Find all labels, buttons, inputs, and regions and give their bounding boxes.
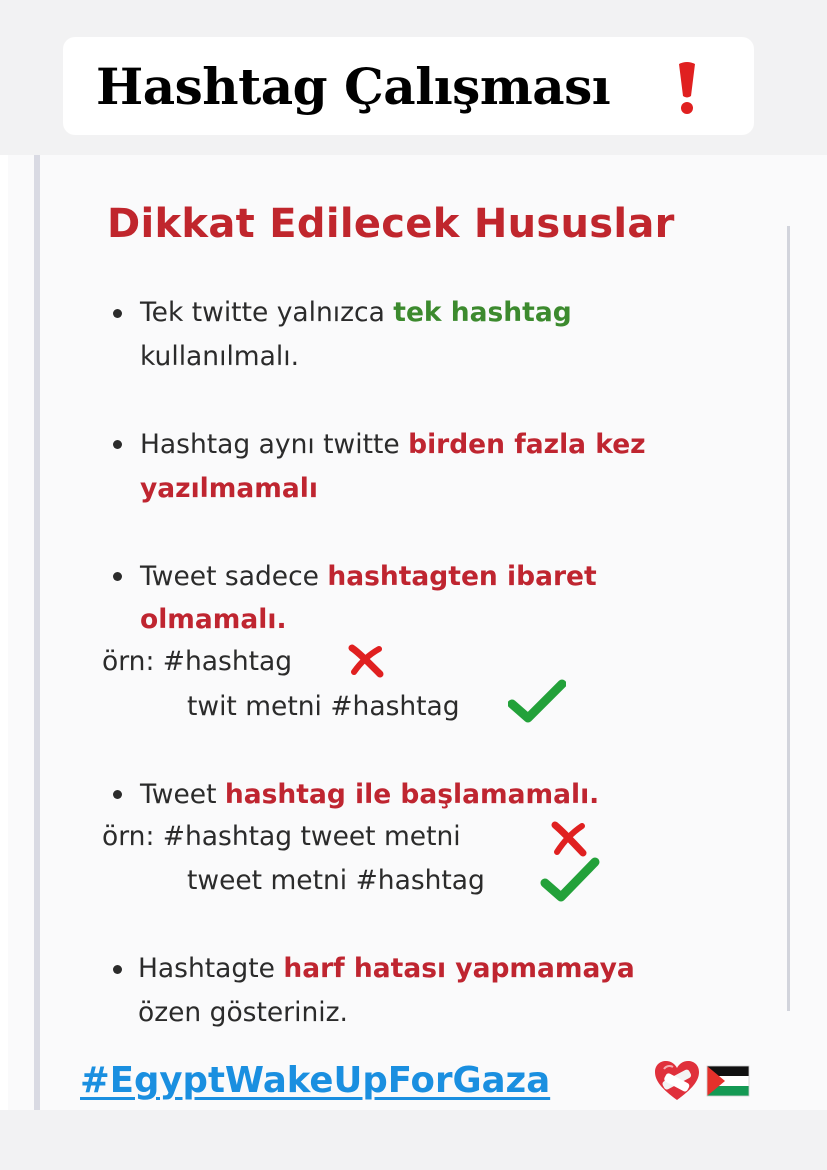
bullet-icon <box>113 965 122 974</box>
item-2-emphasis: birden fazla kez <box>408 429 646 460</box>
item-3-example-wrong: örn: #hashtag <box>102 646 293 677</box>
green-check-icon <box>540 856 600 904</box>
card-left-rule <box>34 155 40 1110</box>
item-3-example-right: twit metni #hashtag <box>187 691 460 722</box>
item-5-line-2: özen gösteriniz. <box>138 997 348 1028</box>
red-cross-icon <box>346 644 388 678</box>
item-3-line-2: olmamalı. <box>140 604 287 635</box>
bullet-icon <box>113 440 122 449</box>
red-exclamation-icon <box>676 60 698 116</box>
card-heading: Dikkat Edilecek Hususlar <box>107 201 675 247</box>
item-4-emphasis: hashtag ile başlamamalı. <box>224 779 600 810</box>
item-4-example-wrong: örn: #hashtag tweet metni <box>102 821 461 852</box>
item-1-line-2: kullanılmalı. <box>140 341 300 372</box>
item-1-line-1 <box>140 293 572 333</box>
item-3-line-1 <box>140 557 597 597</box>
item-3-text: Tweet sadece <box>140 561 328 592</box>
card-right-rule <box>787 226 790 1011</box>
hashtag-link[interactable]: #EgyptWakeUpForGaza <box>80 1060 551 1101</box>
item-1-text: Tek twitte yalnızca <box>140 297 394 328</box>
item-3-emphasis: hashtagten ibaret <box>327 561 597 592</box>
item-5-line-1 <box>138 949 635 989</box>
item-4-example-right: tweet metni #hashtag <box>187 865 485 896</box>
item-2-text: Hashtag aynı twitte <box>140 429 409 460</box>
item-4-text: Tweet <box>140 779 225 810</box>
item-1-emphasis: tek hashtag <box>393 297 572 328</box>
green-check-icon <box>508 678 566 724</box>
red-cross-icon <box>549 820 591 858</box>
bullet-icon <box>113 790 122 799</box>
item-2-line-1 <box>140 425 646 465</box>
bullet-icon <box>113 309 122 318</box>
item-4-line-1 <box>140 775 599 815</box>
card-left-edge <box>0 155 8 1110</box>
item-5-emphasis: harf hatası yapmamaya <box>283 953 635 984</box>
item-5-text: Hashtagte <box>138 953 284 984</box>
item-2-line-2: yazılmamalı <box>140 473 318 504</box>
palestine-flag-icon <box>705 1064 751 1098</box>
bullet-icon <box>113 572 122 581</box>
mending-heart-icon <box>654 1060 700 1102</box>
page-title: Hashtag Çalışması <box>96 57 611 116</box>
